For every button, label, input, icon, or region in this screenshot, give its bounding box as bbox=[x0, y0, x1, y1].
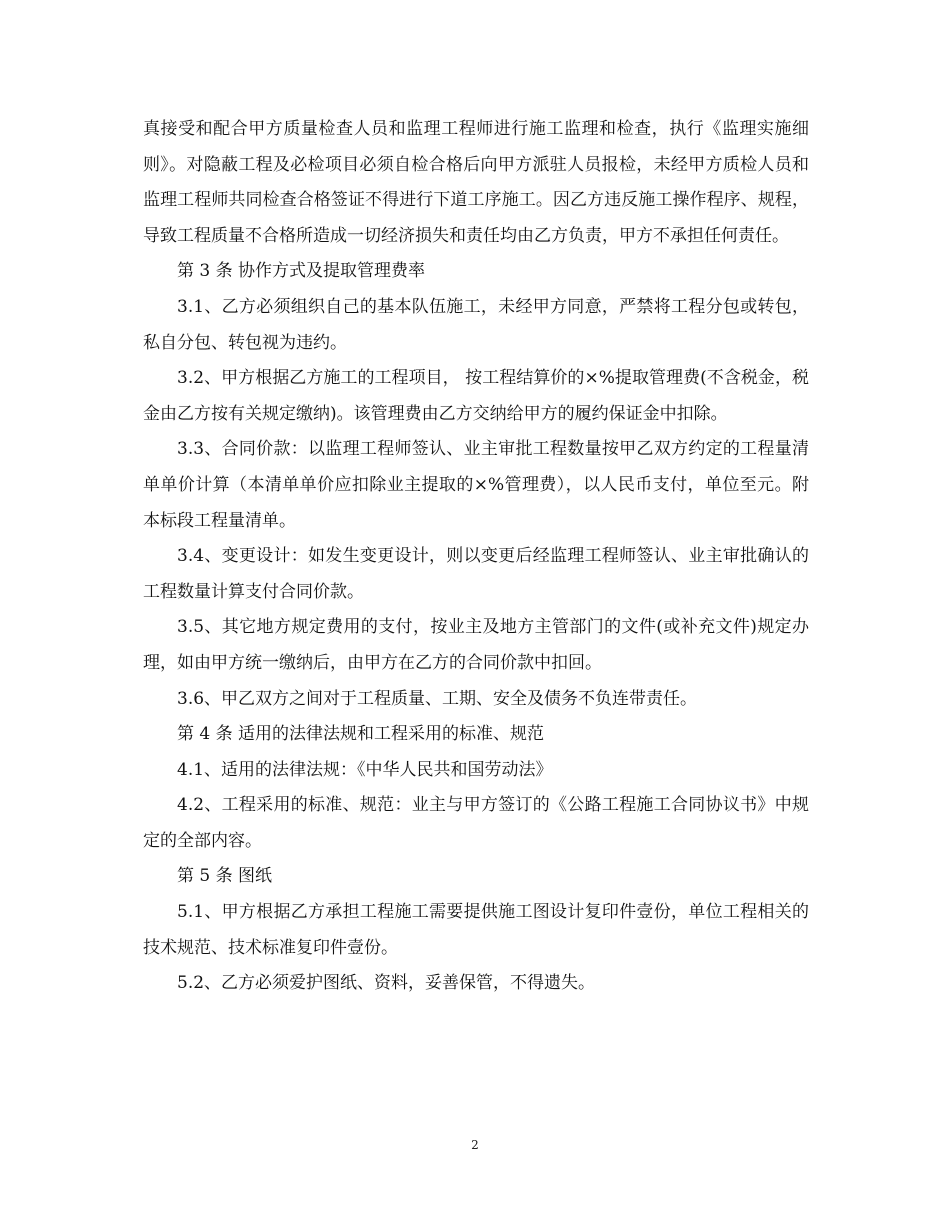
clause-3-1: 3.1、乙方必须组织自己的基本队伍施工，未经甲方同意，严禁将工程分包或转包，私自分包、转包视为违约。 bbox=[143, 296, 809, 353]
clause-3-3: 3.3、合同价款：以监理工程师签认、业主审批工程数量按甲乙双方约定的工程量清单单价计算（本清单单价应扣除业主提取的×%管理费），以人民币支付，单位至元。附本标段工程量清单。 bbox=[143, 439, 809, 531]
article-4-heading: 第 4 条 适用的法律法规和工程采用的标准、规范 bbox=[177, 724, 545, 745]
clause-5-2: 5.2、乙方必须爱护图纸、资料，妥善保管，不得遗失。 bbox=[177, 973, 596, 994]
clause-3-4: 3.4、变更设计：如发生变更设计，则以变更后经监理工程师签认、业主审批确认的工程数量计算支付合同价款。 bbox=[143, 546, 809, 602]
clause-5-1: 5.1、甲方根据乙方承担工程施工需要提供施工图设计复印件壹份，单位工程相关的技术规范、技术标准复印件壹份。 bbox=[143, 902, 809, 958]
article-5-heading: 第 5 条 图纸 bbox=[177, 866, 273, 887]
document-body bbox=[143, 112, 809, 1002]
article-3-heading: 第 3 条 协作方式及提取管理费率 bbox=[177, 261, 426, 282]
clause-4-1: 4.1、适用的法律法规：《中华人民共和国劳动法》 bbox=[177, 759, 553, 780]
paragraph-continuation: 真接受和配合甲方质量检查人员和监理工程师进行施工监理和检查，执行《监理实施细则》。对隐蔽工程及必检项目必须自检合格后向甲方派驻人员报检，未经甲方质检人员和监理工程师共同检查合格签证不得进行下道工序施工。因乙方违反施工操作程序、规程，导致工程质量不合格所造成一切经济损失和责任均由乙方负责，甲方不承担任何责任。 bbox=[143, 119, 809, 246]
clause-3-2: 3.2、甲方根据乙方施工的工程项目， 按工程结算价的×%提取管理费(不含税金，税金由乙方按有关规定缴纳)。该管理费由乙方交纳给甲方的履约保证金中扣除。 bbox=[143, 368, 809, 424]
clause-3-5: 3.5、其它地方规定费用的支付，按业主及地方主管部门的文件(或补充文件)规定办理，如由甲方统一缴纳后，由甲方在乙方的合同价款中扣回。 bbox=[143, 617, 809, 673]
clause-3-6: 3.6、甲乙双方之间对于工程质量、工期、安全及债务不负连带责任。 bbox=[177, 688, 698, 709]
clause-4-2: 4.2、工程采用的标准、规范：业主与甲方签订的《公路工程施工合同协议书》中规定的全部内容。 bbox=[143, 795, 809, 851]
page-number: 2 bbox=[471, 1138, 479, 1152]
